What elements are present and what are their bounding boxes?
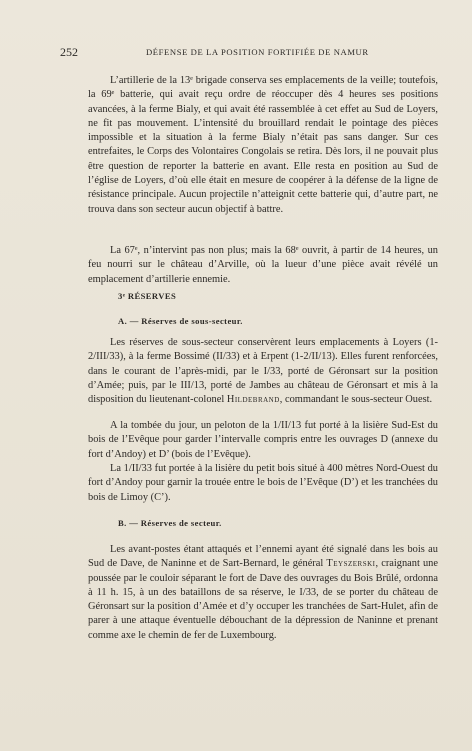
paragraph-subsector-reserves: Les réserves de sous-secteur conservèrent leurs emplacements à Loyers (1-2/III/33), à la ferme Bossimé (II/33) et à Erpent (1-2/II/13). Elles furent renforcées, dans le courant de l’après-midi, par le I/33, porté de Géronsart sur la position d’Amée; puis, par le III/13, porté de Jambes au château de Géronsart et mis à la disposition du lieutenant-colonel Hildebrand, commandant le sous-secteur Ouest. [88, 337, 438, 406]
section-heading-reserves: 3ᵉ RÉSERVES [118, 291, 177, 301]
page-number: 252 [60, 45, 78, 59]
paragraph-artillery: L’artillerie de la 13ᵉ brigade conserva ses emplacements de la veille; toutefois, la 69ᵉ batterie, qui avait reçu ordre de réoccuper dès 4 heures ses positions avancées, à la ferme Bialy, et qui avait été rassemblée à cet effet au Sud de Loyers, ne fit pas mouvement. L’intensité du brouillard rendait le pointage des pièces impossible et la situation à la ferme Bialy n’était pas sans danger. Sur ces entrefaites, le Corps des Volontaires Congolais se retira. Dès lors, il ne pouvait plus être question de reporter la batterie en avant. Elle resta en position au Sud de l’église de Loyers, d’où elle était en mesure de coopérer à la défense de la ligne de résistance principale. Aucun projectile n’atteignit cette batterie qui, d’autre part, ne trouva dans son secteur aucun objectif à battre. [88, 75, 438, 215]
subsection-heading-b: B. — Réserves de secteur. [118, 518, 222, 528]
paragraph-sector-reserves: Les avant-postes étant attaqués et l’ennemi ayant été signalé dans les bois au Sud de Dave, de Naninne et de Sart-Bernard, le général Teyszerski, craignant une poussée par le couloir séparant le fort de Dave des ouvrages du Bois Brûlé, ordonna à 11 h. 15, à un des bataillons de sa réserve, le I/33, de se porter du château de Géronsart sur la position d’Amée et d’y occuper les tranchées de Sart-Hulet, afin de parer à une attaque éventuelle débouchant de la dépression de Naninne et prenant comme axe le chemin de fer de Luxembourg. [88, 544, 438, 641]
commander-name: Hildebrand [226, 394, 280, 406]
subsection-heading-a: A. — Réserves de sous-secteur. [118, 316, 243, 326]
running-title: DÉFENSE DE LA POSITION FORTIFIÉE DE NAMUR [146, 47, 369, 57]
general-name: Teyszerski [326, 558, 376, 570]
page-header [60, 46, 440, 60]
paragraph-nightfall: A la tombée du jour, un peloton de la 1/II/13 fut porté à la lisière Sud-Est du bois de l’Evêque pour garder l’intervalle compris entre les ouvrages D (annexe du fort d’Andoy) et D’ (bois de l’Evêque). [88, 420, 438, 460]
paragraph-petit-bois: La 1/II/33 fut portée à la lisière du petit bois situé à 400 mètres Nord-Ouest du fort d’Andoy pour garnir la trouée entre le bois de l’Evêque (D’) et les tranchées du bois de Limoy (C’). [88, 463, 438, 503]
paragraph-batteries: La 67ᵉ, n’intervint pas non plus; mais la 68ᵉ ouvrit, à partir de 14 heures, un feu nourri sur le château d’Arville, où la lueur d’une pièce avait révélé un emplacement d’artillerie ennemie. [88, 245, 438, 285]
